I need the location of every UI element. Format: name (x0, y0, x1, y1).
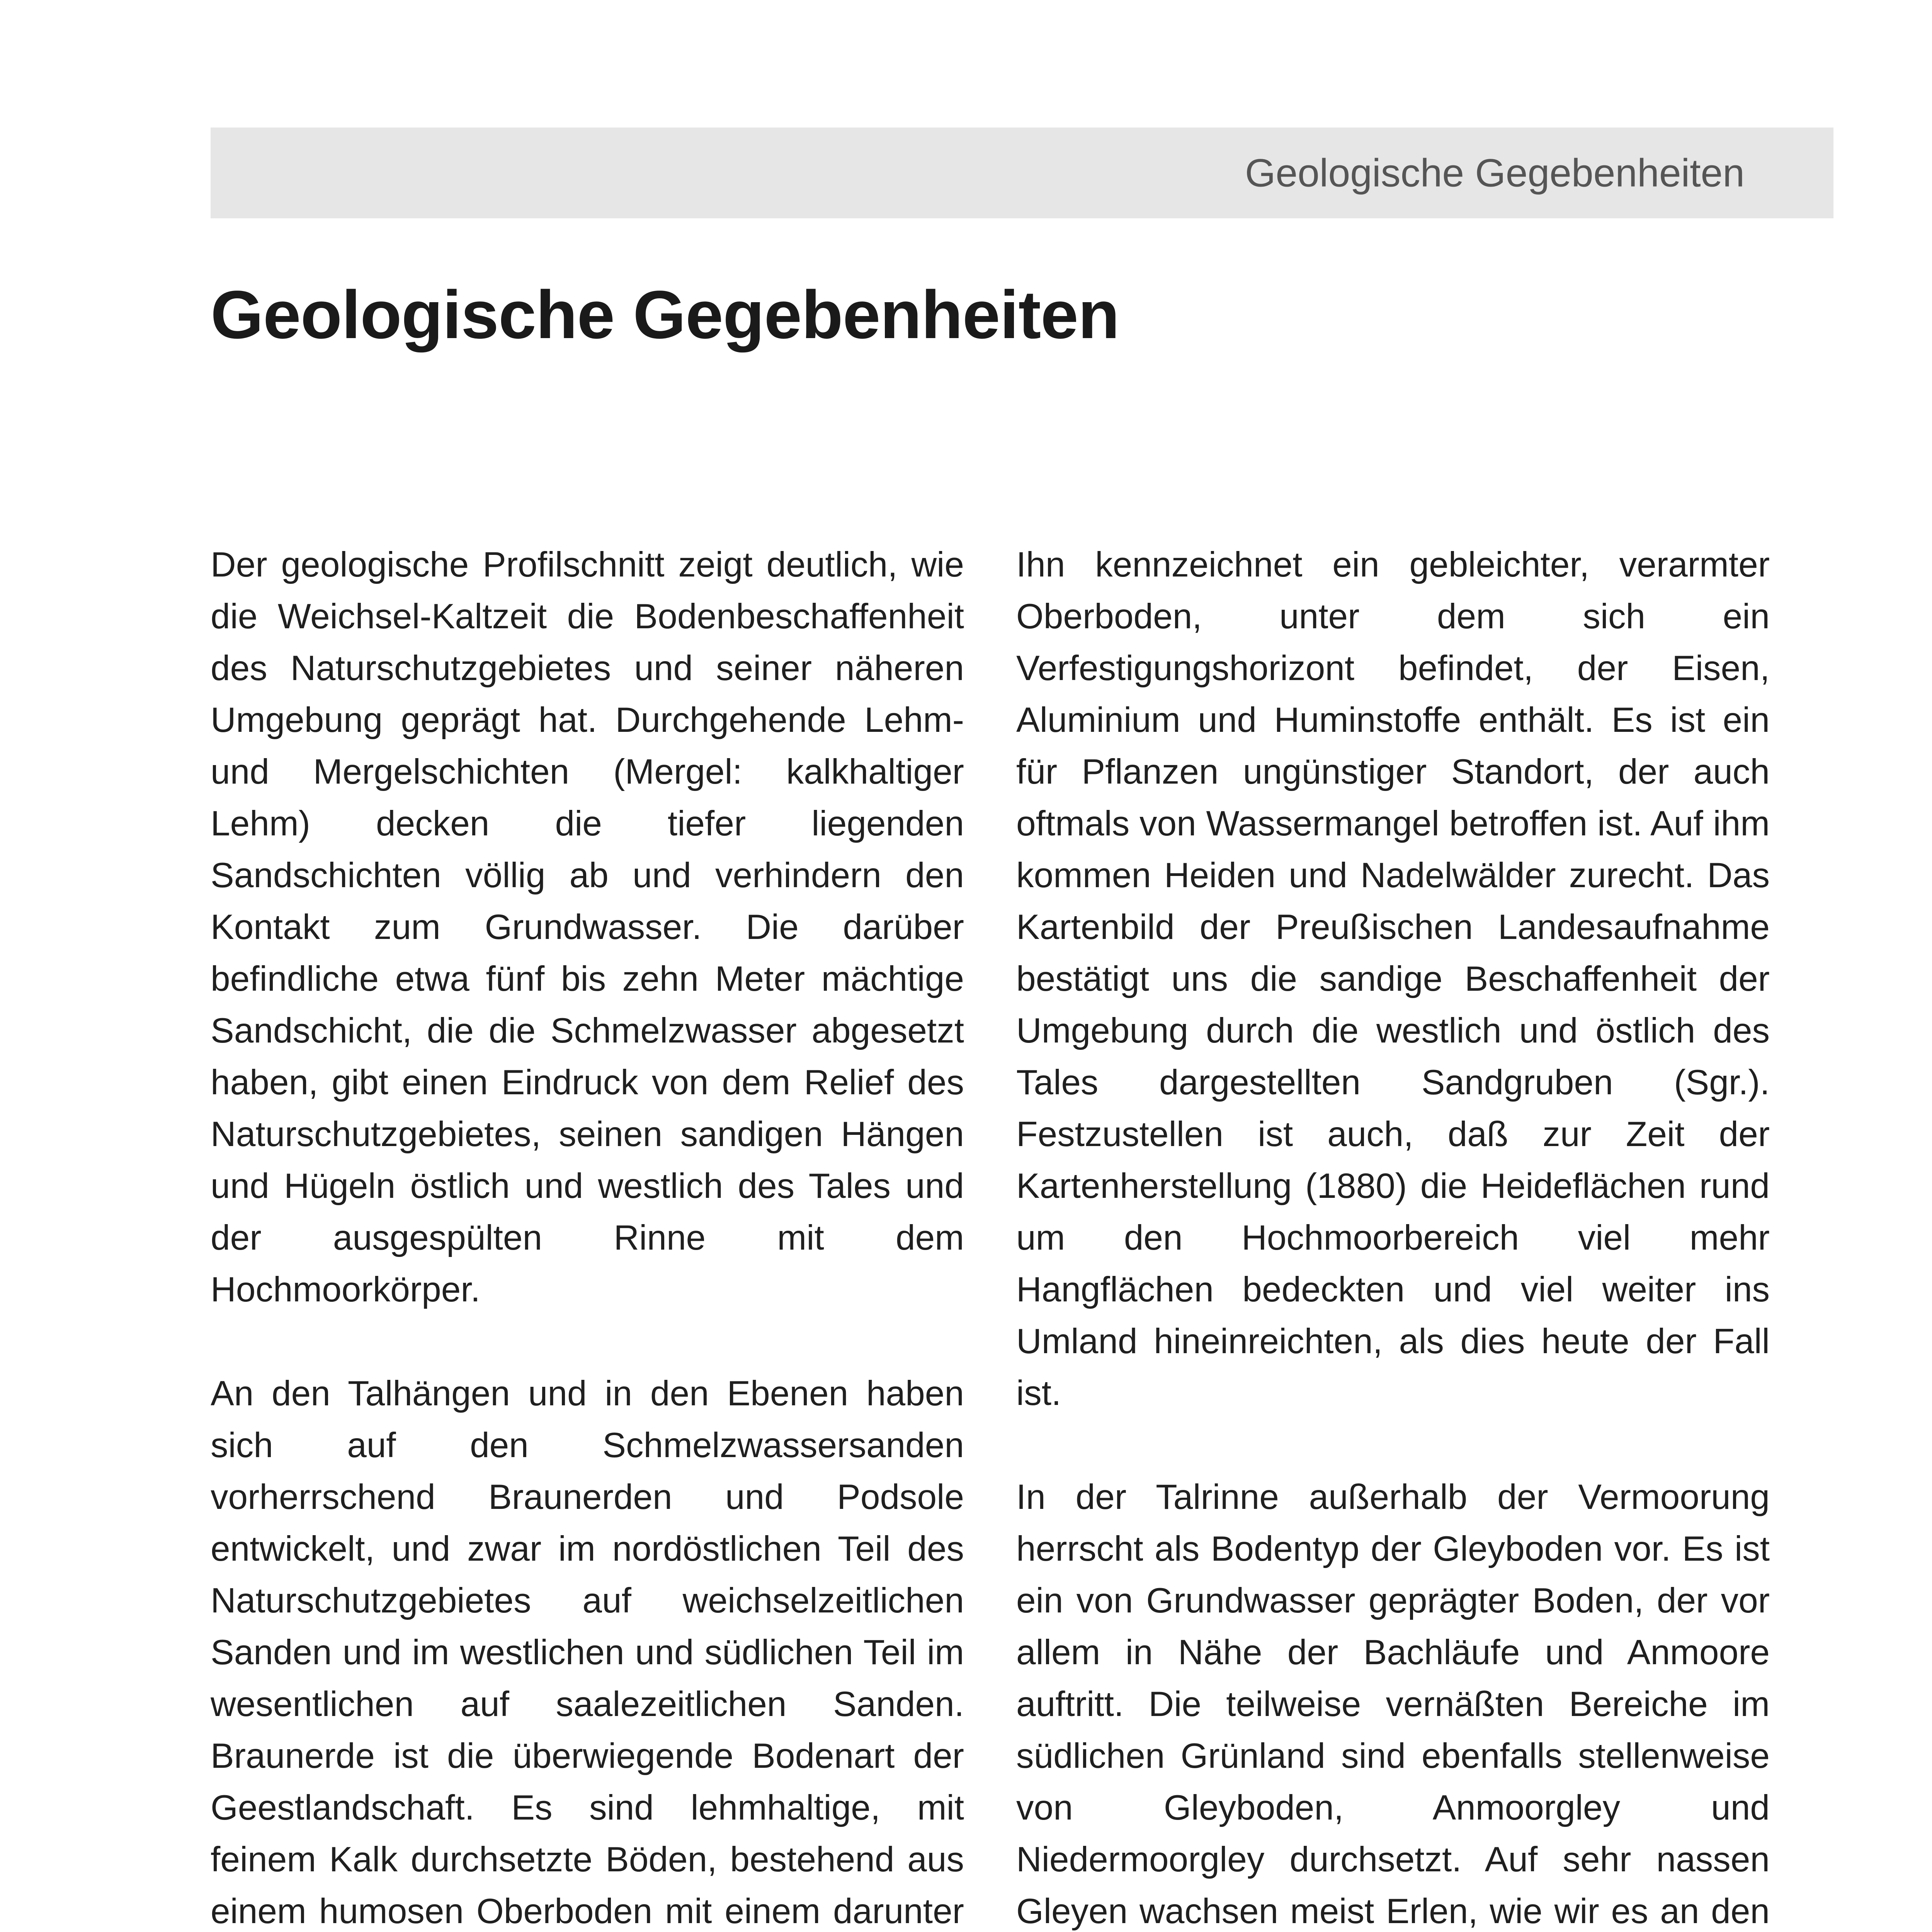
paragraph: Ihn kennzeichnet ein gebleichter, verarmter Oberboden, unter dem sich ein Verfestigungshorizont befindet, der Eisen, Aluminium und Huminstoffe enthält. Es ist ein für Pflanzen ungünstiger Standort, der auch oftmals von Wassermangel betroffen ist. Auf ihm kommen Heiden und Nadelwälder zurecht. Das Kartenbild der Preußischen Landesaufnahme bestätigt uns die sandige Beschaffenheit der Umgebung durch die westlich und östlich des Tales dargestellten Sandgruben (Sgr.). Festzustellen ist auch, daß zur Zeit der Kartenherstellung (1880) die Heideflächen rund um den Hochmoorbereich viel mehr Hangflächen bedeckten und viel weiter ins Umland hineinreichten, als dies heute der Fall ist. (1016, 545, 1770, 1413)
text-column-right (1016, 539, 1770, 1932)
paragraph: An den Talhängen und in den Ebenen haben sich auf den Schmelzwassersanden vorherrschend Braunerden und Podsole entwickelt, und zwar im nordöstlichen Teil des Naturschutzgebietes auf weichselzeitlichen Sanden und im westlichen und südlichen Teil im wesentlichen auf saalezeitlichen Sanden. Braunerde ist die überwiegende Bodenart der Geestlandschaft. Es sind lehmhaltige, mit feinem Kalk durchsetzte Böden, bestehend aus einem humosen Oberboden mit einem darunter (211, 1374, 964, 1931)
paragraph: In der Talrinne außerhalb der Vermoorung herrscht als Bodentyp der Gleyboden vor. Es ist ein von Grundwasser geprägter Boden, der vor allem in Nähe der Bachläufe und Anmoore auftritt. Die teilweise vernäßten Bereiche im südlichen Grünland sind ebenfalls stellenweise von Gleyboden, Anmoorgley und Niedermoorgley durchsetzt. Auf sehr nassen Gleyen wachsen meist Erlen, wie wir es an den (1016, 1478, 1770, 1931)
paragraph: Der geologische Profilschnitt zeigt deutlich, wie die Weichsel-Kaltzeit die Bodenbeschaffenheit des Naturschutzgebietes und seiner näheren Umgebung geprägt hat. Durchgehende Lehm- und Mergelschichten (Mergel: kalkhaltiger Lehm) decken die tiefer liegenden Sandschichten völlig ab und verhindern den Kontakt zum Grundwasser. Die darüber befindliche etwa fünf bis zehn Meter mächtige Sandschicht, die die Schmelzwasser abgesetzt haben, gibt einen Eindruck von dem Relief des Naturschutzgebietes, seinen sandigen Hängen und Hügeln östlich und westlich des Tales und der ausgespülten Rinne mit dem Hochmoorkörper. (211, 545, 964, 1309)
running-header (211, 128, 1833, 218)
text-column-left (211, 539, 964, 1932)
running-header-title: Geologische Gegebenheiten (1245, 151, 1745, 195)
page-title: Geologische Gegebenheiten (211, 277, 1119, 353)
